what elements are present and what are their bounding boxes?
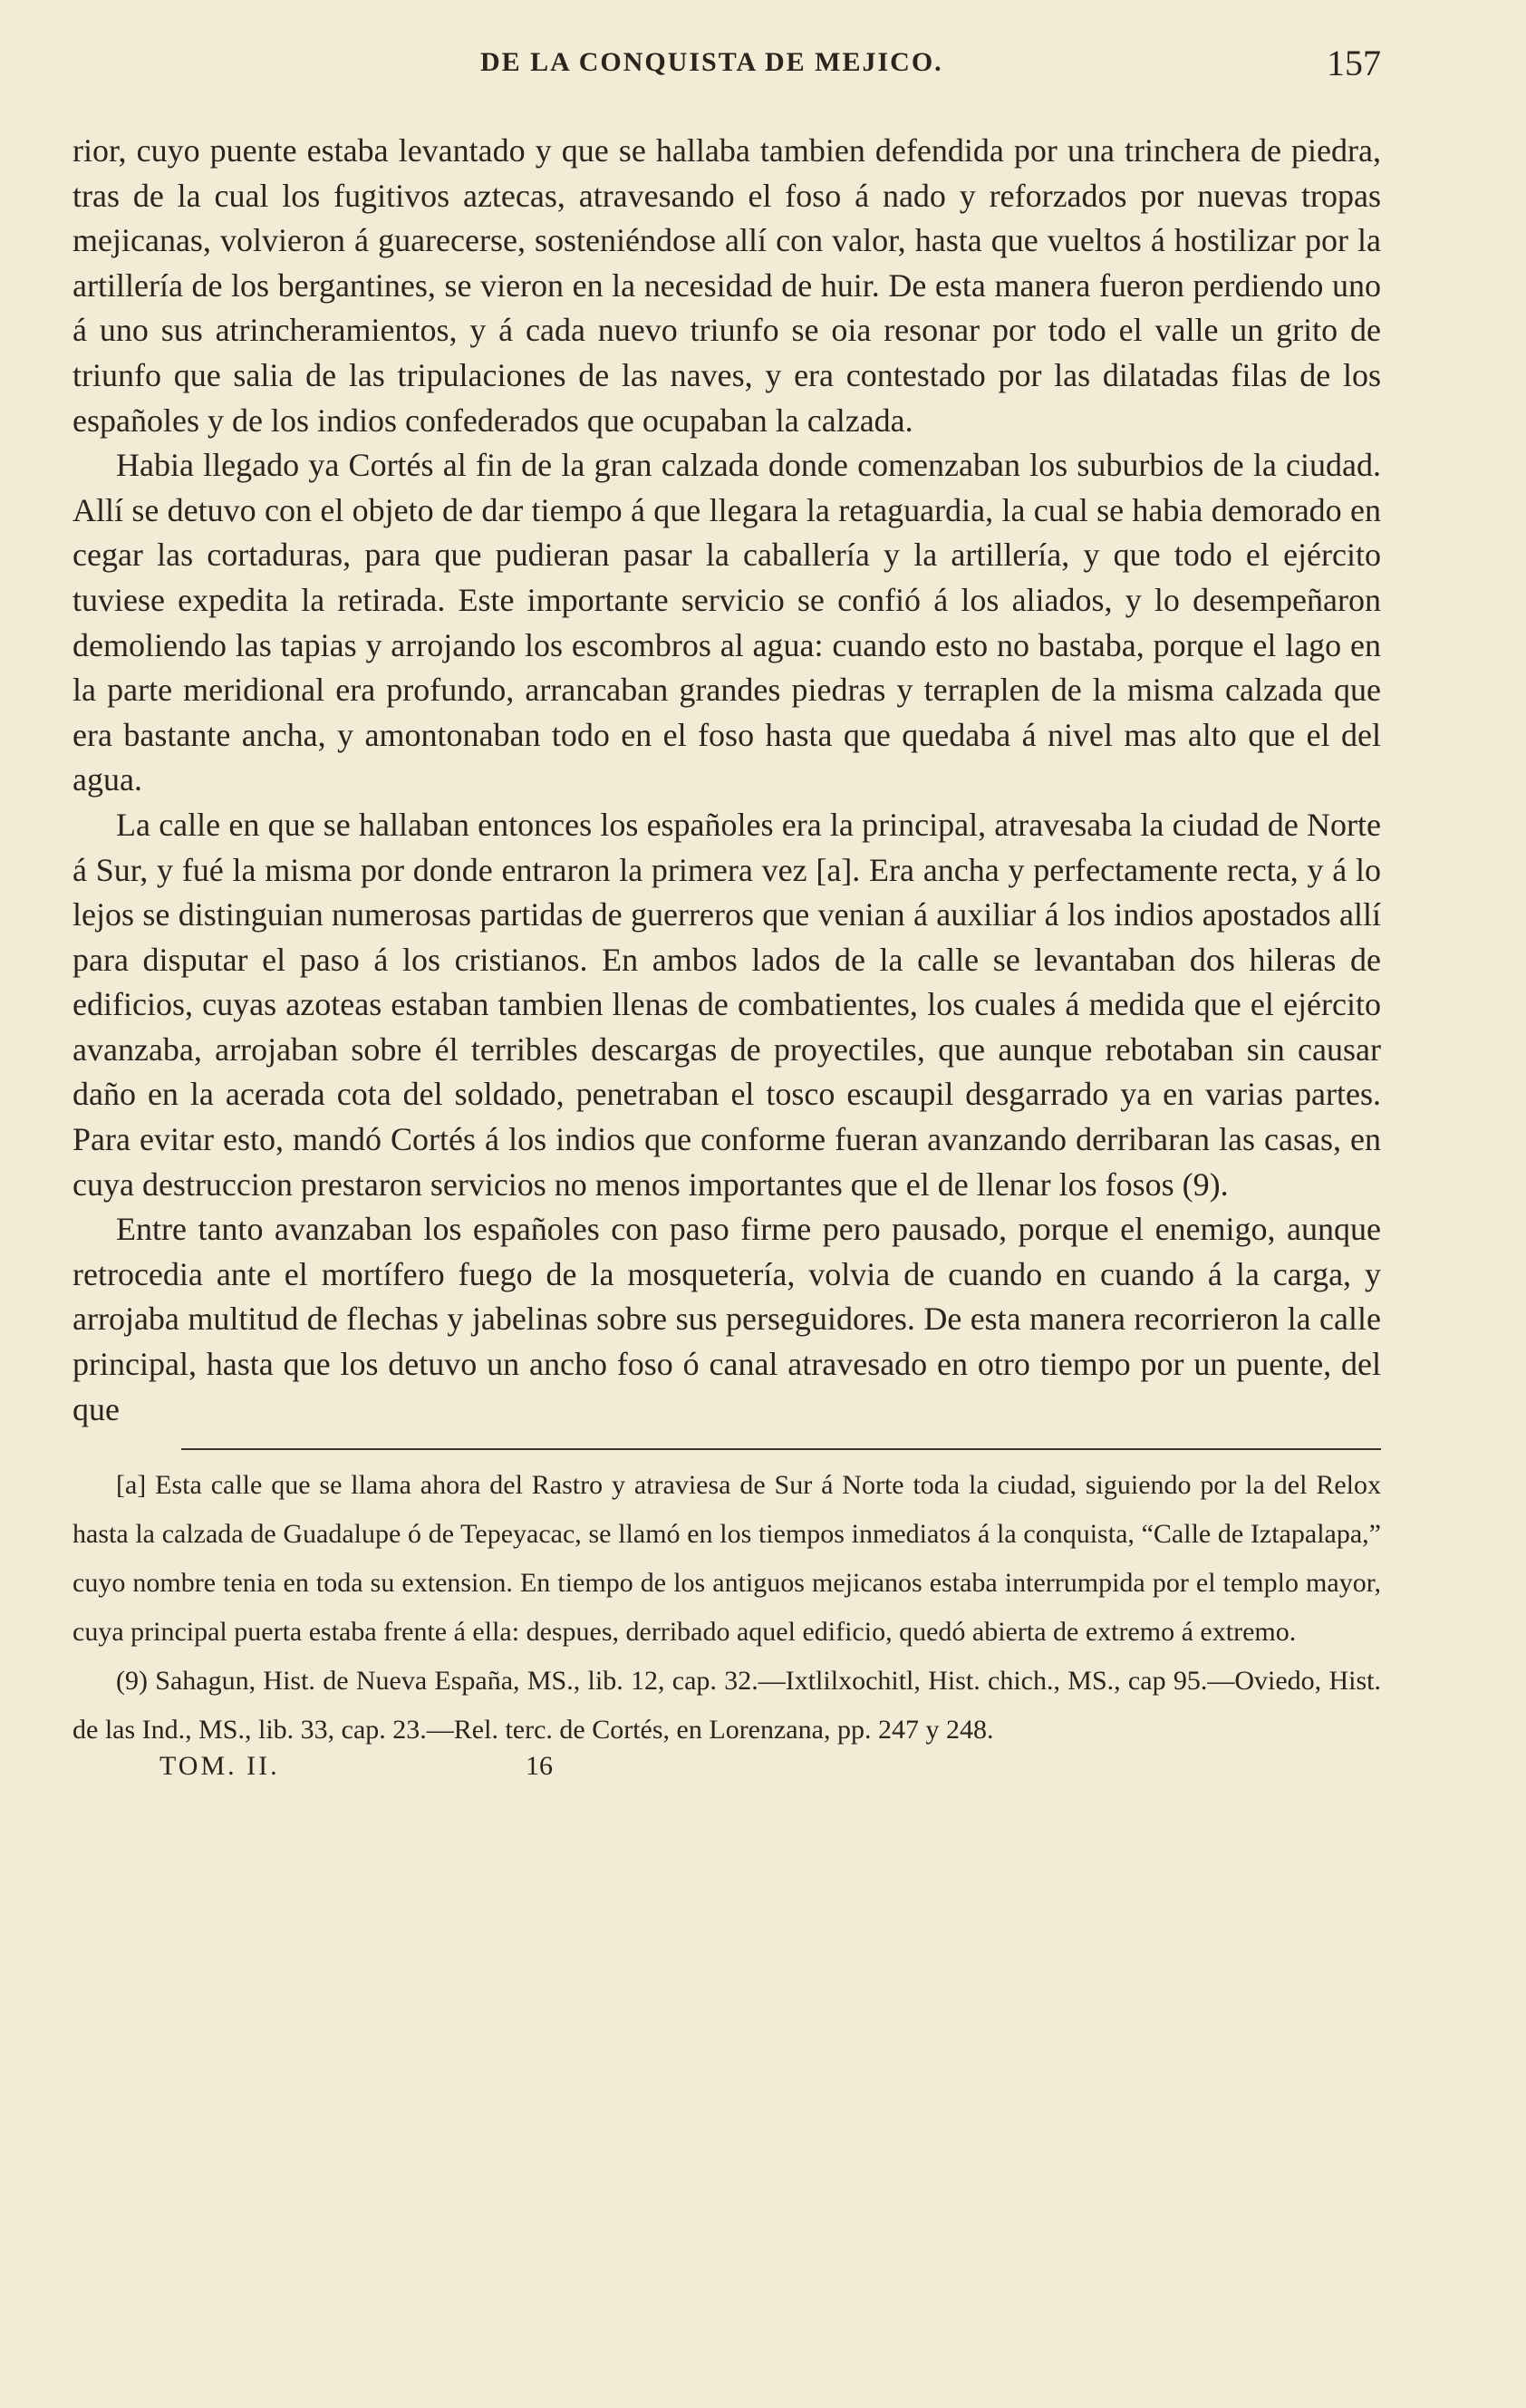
paragraph: Habia llegado ya Cortés al fin de la gran calzada donde comenzaban los suburbios de la ciudad. Allí se detuvo con el objeto de dar tiempo á que llegara la retaguardia, la cual se habia demorado en cegar las cortaduras, para que pudieran pasar la caballería y la artillería, y que todo el ejército tuviese expedita la retirada. Este importante servicio se confió á los aliados, y lo desempeñaron demoliendo las tapias y arrojando los escombros al agua: cuando esto no bastaba, porque el lago en la parte meridional era profundo, arrancaban grandes piedras y terraplen de la misma calzada que era bastante ancha, y amontonaban todo en el foso hasta que quedaba á nivel mas alto que el del agua. <box>72 447 1381 798</box>
footnote-rule <box>181 1448 1381 1450</box>
footnote: (9) Sahagun, Hist. de Nueva España, MS., lib. 12, cap. 32.—Ixtlilxochitl, Hist. chich., MS., cap 95.—Oviedo, Hist. de las Ind., MS., lib. 33, cap. 23.—Rel. terc. de Cortés, en Lorenzana, pp. 247 y 248. <box>72 1666 1381 1746</box>
paragraph: La calle en que se hallaban entonces los españoles era la principal, atravesaba la ciudad de Norte á Sur, y fué la misma por donde entraron la primera vez [a]. Era ancha y perfectamente recta, y á lo lejos se distinguian numerosas partidas de guerreros que venian á auxiliar á los indios apostados allí para disputar el paso á los cristianos. En ambos lados de la calle se levantaban dos hileras de edificios, cuyas azoteas estaban tambien llenas de combatientes, los cuales á medida que el ejército avanzaba, arrojaban sobre él terribles descargas de proyectiles, que aunque rebotaban sin causar daño en la acerada cota del soldado, penetraban el tosco escaupil desgarrado ya en varias partes. Para evitar esto, mandó Cortés á los indios que conforme fueran avanzando derribaran las casas, en cuya destruccion prestaron servicios no menos importantes que el de llenar los fosos (9). <box>72 806 1381 1203</box>
paragraph: rior, cuyo puente estaba levantado y que se hallaba tambien defendida por una trinchera de piedra, tras de la cual los fugitivos aztecas, atravesando el foso á nado y reforzados por nuevas tropas mejicanas, volvieron á guarecerse, sosteniéndose allí con valor, hasta que vueltos á hostilizar por la artillería de los bergantines, se vieron en la necesidad de huir. De esta manera fueron perdiendo uno á uno sus atrincheramientos, y á cada nuevo triunfo se oia resonar por todo el valle un grito de triunfo que salia de las tripulaciones de las naves, y era contestado por las dilatadas filas de los españoles y de los indios confederados que ocupaban la calzada. <box>72 132 1381 439</box>
page-number: 157 <box>1327 43 1381 83</box>
page-footer <box>72 1751 1381 1796</box>
volume-label: TOM. II. <box>159 1751 280 1782</box>
paragraph: Entre tanto avanzaban los españoles con paso firme pero pausado, porque el enemigo, aunque retrocedia ante el mortífero fuego de la mosquetería, volvia de cuando en cuando á la carga, y arrojaba multitud de flechas y jabelinas sobre sus perseguidores. De esta manera recorrieron la calle principal, hasta que los detuvo un ancho foso ó canal atravesado en otro tiempo por un puente, del que <box>72 1211 1381 1427</box>
footnotes <box>72 1461 1381 1755</box>
running-title: DE LA CONQUISTA DE MEJICO. <box>480 47 943 77</box>
body-text <box>72 129 1381 1432</box>
footnote: [a] Esta calle que se llama ahora del Rastro y atraviesa de Sur á Norte toda la ciudad, siguiendo por la del Relox hasta la calzada de Guadalupe ó de Tepeyacac, se llamó en los tiempos inmediatos á la conquista, “Calle de Iztapalapa,” cuyo nombre tenia en toda su extension. En tiempo de los antiguos mejicanos estaba interrumpida por el templo mayor, cuya principal puerta estaba frente á ella: despues, derribado aquel edificio, quedó abierta de extremo á extremo. <box>72 1470 1381 1648</box>
page-header <box>72 43 1381 83</box>
signature-mark: 16 <box>526 1751 553 1782</box>
